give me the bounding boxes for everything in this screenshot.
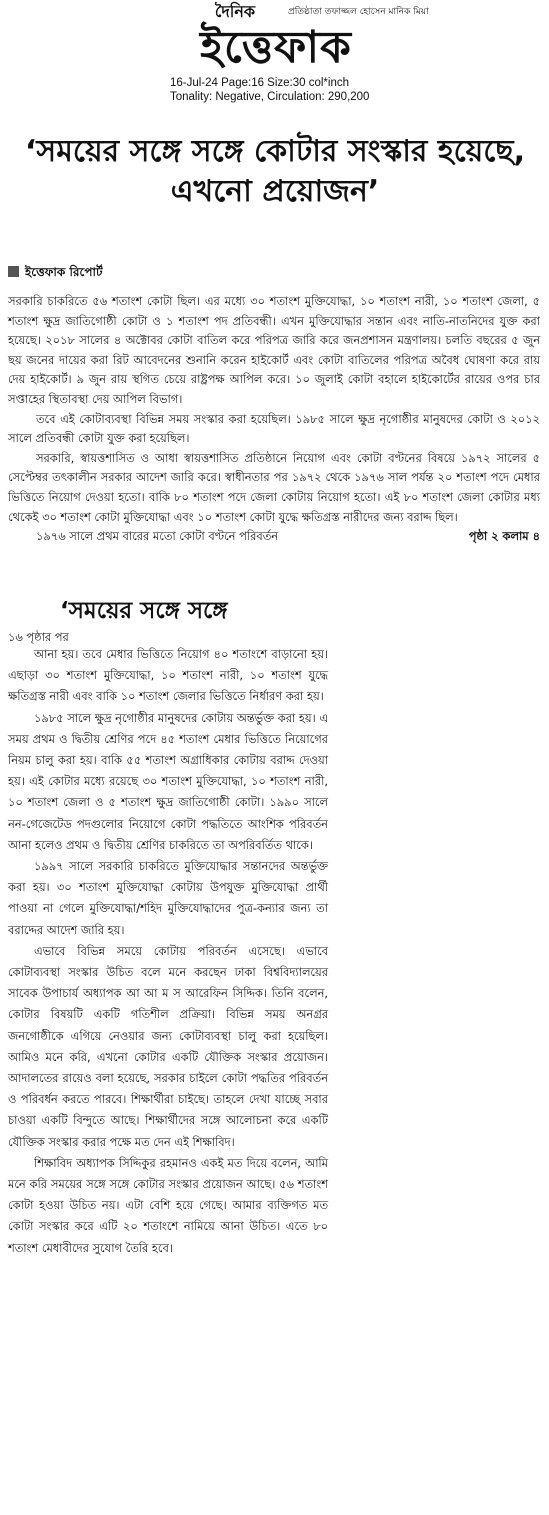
lead-paragraph: তবে এই কোটাব্যবস্থা বিভিন্ন সময় সংস্কার করা হয়েছিল। ১৯৮৫ সালে ক্ষুদ্র নৃগোষ্ঠীর মানুষদের কোটা ও ২০১২ সালে প্রতিবন্ধী কোটা যুক্ত করা হয়েছিল। (8, 411, 540, 446)
continuation-body (8, 644, 328, 1259)
continuation-paragraph: শিক্ষাবিদ অধ্যাপক সিদ্দিকুর রহমানও একই মত দিয়ে বলেন, আমি মনে করি সময়ের সঙ্গে সঙ্গে কোটার সংস্কার প্রয়োজন আছে। ৫৬ শতাংশ কোটা হওয়া উচিত নয়। এটা বেশি হয়ে গেছে। আমার ব্যক্তিগত মত কোটা সংস্কার করে এটি ২০ শতাংশে নামিয়ে আনা উচিত। এতে ৮০ শতাংশ মেধাবীদের সুযোগ তৈরি হবে। (8, 1155, 328, 1255)
continuation-paragraph: আনা হয়। তবে মেধার ভিত্তিতে নিয়োগ ৪০ শতাংশে বাড়ানো হয়। এছাড়া ৩০ শতাংশ মুক্তিযোদ্ধা, ১০ শতাংশ নারী, ১০ শতাংশ যুদ্ধে ক্ষতিগ্রস্ত নারী এবং বাকি ১০ শতাংশ জেলার ভিত্তিতে নির্ধারণ করা হয়। (8, 647, 328, 704)
masthead-dainik: দৈনিক (214, 2, 256, 21)
byline-text: ইত্তেফাক রিপোর্ট (25, 265, 103, 279)
byline-square-icon (8, 266, 19, 277)
continuation-title: ‘সময়ের সঙ্গে সঙ্গে (60, 598, 228, 624)
article-byline (8, 264, 103, 280)
clipping-meta-date-page-size: 16-Jul-24 Page:16 Size:30 col*inch (170, 77, 350, 89)
lead-last-line (8, 527, 540, 547)
masthead (0, 0, 549, 110)
masthead-tagline: প্রতিষ্ঠাতা তফাজ্জল হোসেন মানিক মিয়া (288, 7, 429, 17)
clipping-meta (170, 76, 369, 104)
newspaper-logo: ইত্তেফাক (200, 22, 352, 73)
continued-from-page-note: ১৬ পৃষ্ঠার পর (8, 630, 69, 644)
lead-article-body (8, 292, 540, 547)
article-headline: ‘সময়ের সঙ্গে সঙ্গে কোটার সংস্কার হয়েছে, এখনো প্রয়োজন’ (25, 134, 525, 209)
continuation-paragraph: এভাবে বিভিন্ন সময়ে কোটায় পরিবর্তন এসেছে। এভাবে কোটাব্যবস্থা সংস্কার উচিত বলে মনে করছেন ঢাকা বিশ্ববিদ্যালয়ের সাবেক উপাচার্য অধ্যাপক আ আ ম স আরেফিন সিদ্দিক। তিনি বলেন, কোটার বিষয়টি একটি গতিশীল প্রক্রিয়া। বিভিন্ন সময় অনগ্রর জনগোষ্ঠীকে এগিয়ে নেওয়ার জন্য কোটাব্যবস্থা চালু করা হয়েছিল। আমিও মনে করি, এখনো কোটার একটি যৌক্তিক সংস্কার প্রয়োজন। আদালতের রায়েও বলা হয়েছে, সরকার চাইলে কোটা পদ্ধতির পরিবর্তন ও পরিবর্ধন করতে পারবে। শিক্ষার্থীরা চাইছে। তাহলে দেখা যাচ্ছে সবার চাওয়া একটি বিন্দুতে আছে। শিক্ষার্থীদের সঙ্গে আলোচনা করে একটি যৌক্তিক সংস্কার করার পক্ষে মত দেন এই শিক্ষাবিদ। (8, 943, 328, 1149)
lead-paragraph: সরকারি, স্বায়ত্তশাসিত ও আধা স্বায়ত্তশাসিত প্রতিষ্ঠানে নিয়োগ এবং কোটা বণ্টনের বিষয়ে ১৯৭২ সালের ৫ সেপ্টেম্বর তৎকালীন সরকার আদেশ জারি করে। স্বাধীনতার পর ১৯৭২ থেকে ১৯৭৬ সাল পর্যন্ত ২০ শতাংশ পদে মেধার ভিত্তিতে নিয়োগ দেওয়া হতো। বাকি ৮০ শতাংশ পদে জেলা কোটায় নিয়োগ হতো। এই ৮০ শতাংশ জেলা কোটার মধ্য থেকেই ৩০ শতাংশ কোটা মুক্তিযোদ্ধা এবং ১০ শতাংশ কোটা যুদ্ধে ক্ষতিগ্রস্ত নারীদের জন্য বরাদ্দ ছিল। (8, 450, 540, 524)
continuation-paragraph: ১৯৮৫ সালে ক্ষুদ্র নৃগোষ্ঠীর মানুষদের কোটায় অন্তর্ভুক্ত করা হয়। এ সময় প্রথম ও দ্বিতীয় শ্রেণির পদে ৪৫ শতাংশ মেধার ভিত্তিতে নিয়োগের নিয়ম চালু করা হয়। বাকি ৫৫ শতাংশ অগ্রাধিকার কোটায় বরাদ্দ দেওয়া হয়। এই কোটার মধ্যে রয়েছে ৩০ শতাংশ মুক্তিযোদ্ধা, ১০ শতাংশ নারী, ১০ শতাংশ জেলা ও ৫ শতাংশ ক্ষুদ্র জাতিগোষ্ঠী কোটা। ১৯৯০ সালে নন-গেজেটেড পদগুলোর নিয়োগে কোটা পদ্ধতিতে আংশিক পরিবর্তন আনা হলেও প্রথম ও দ্বিতীয় শ্রেণির চাকরিতে তা অপরিবর্তিত থাকে। (8, 710, 328, 852)
continuation-paragraph: ১৯৯৭ সালে সরকারি চাকরিতে মুক্তিযোদ্ধার সন্তানদের অন্তর্ভুক্ত করা হয়। ৩০ শতাংশ মুক্তিযোদ্ধা কোটায় উপযুক্ত মুক্তিযোদ্ধা প্রার্থী পাওয়া না গেলে মুক্তিযোদ্ধা/শহিদ মুক্তিযোদ্ধাদের পুত্র-কন্যার জন্য তা বরাদ্দের আদেশ জারি হয়। (8, 859, 328, 937)
continued-on-page-note: পৃষ্ঠা ২ কলাম ৪ (468, 529, 540, 544)
clipping-meta-tonality-circulation: Tonality: Negative, Circulation: 290,200 (170, 91, 370, 103)
lead-paragraph: সরকারি চাকরিতে ৫৬ শতাংশ কোটা ছিল। এর মধ্যে ৩০ শতাংশ মুক্তিযোদ্ধা, ১০ শতাংশ নারী, ১০ শতাংশ জেলা, ৫ শতাংশ ক্ষুদ্র জাতিগোষ্ঠী কোটা ও ১ শতাংশ পদ প্রতিবন্ধী। এখন মুক্তিযোদ্ধার সন্তান এবং নাতি-নাতনিদের যুক্ত করা হয়েছে। ২০১৮ সালের ৪ অক্টোবর কোটা বাতিল করে পরিপত্র জারি করে জনপ্রশাসন মন্ত্রণালয়। চলতি বছরের ৫ জুন ছয় জনের দায়ের করা রিট আবেদনের শুনানি করেন হাইকোর্ট এবং কোটা বাতিলের পরিপত্র অবৈধ ঘোষণা করে রায় দেয় হাইকোর্ট। ৯ জুন রায় স্থগিত চেয়ে রাষ্ট্রপক্ষ আপিল করে। ১০ জুলাই কোটা বহালে হাইকোর্টের রায়ের ওপর চার সপ্তাহের স্থিতাবস্থা দেয় আপিল বিভাগ। (8, 294, 540, 406)
lead-last-line-text: ১৯৭৬ সালে প্রথম বারের মতো কোটা বণ্টনে পরিবর্তন (36, 529, 279, 544)
